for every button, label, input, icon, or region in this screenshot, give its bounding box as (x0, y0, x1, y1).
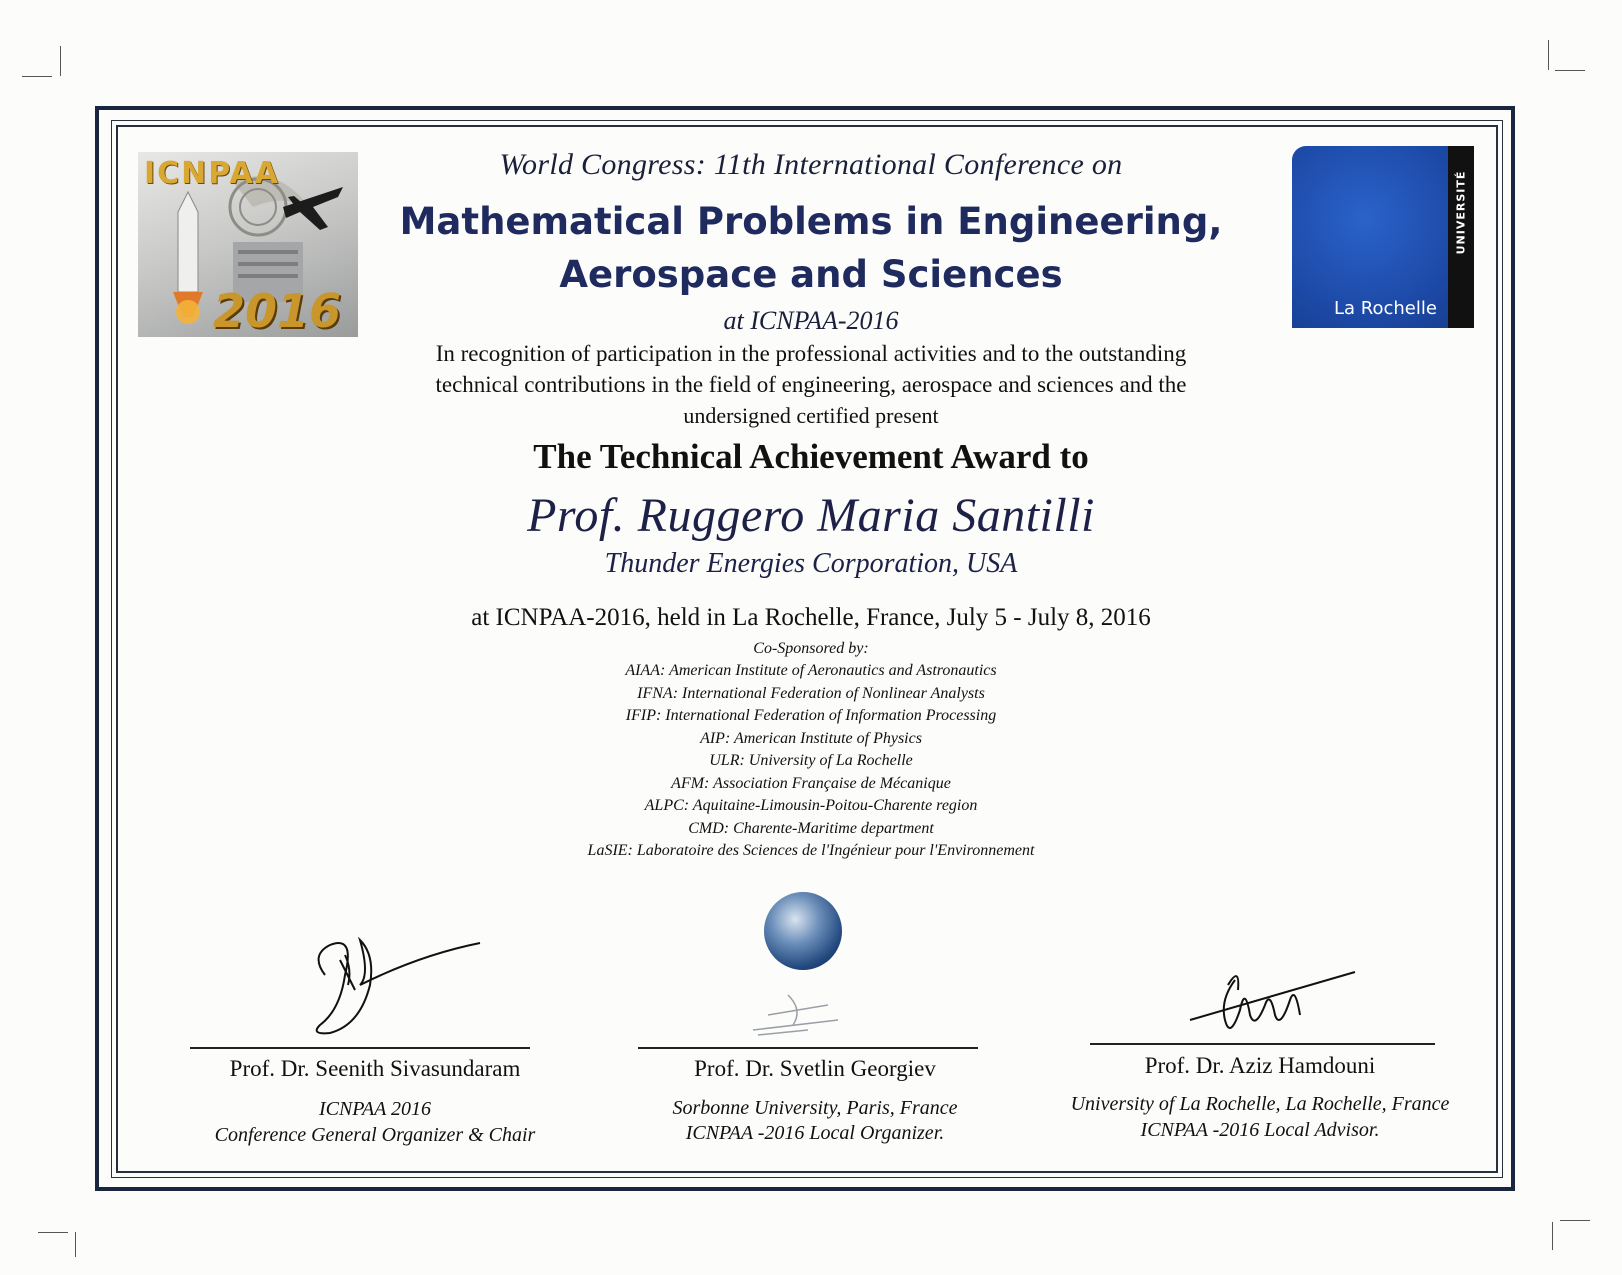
crop-mark-tl-v (60, 46, 61, 76)
signature-hamdouni (1180, 960, 1400, 1050)
cosponsor-item: AIP: American Institute of Physics (700, 730, 922, 747)
signatory-line2: ICNPAA -2016 Local Advisor. (1140, 1119, 1380, 1141)
signatory-name: Prof. Dr. Svetlin Georgiev (694, 1056, 936, 1081)
signature-sivasundaram (300, 915, 500, 1045)
signatory-line1: ICNPAA 2016 (318, 1098, 432, 1120)
signature-line-right (1090, 1043, 1435, 1045)
cosponsor-item: ULR: University of La Rochelle (709, 752, 913, 769)
conference-title-line2: Aerospace and Sciences (559, 253, 1063, 296)
logo-universite-text: UNIVERSITÉ (1454, 170, 1468, 255)
globe-icon (764, 892, 842, 970)
icnpaa-logo-text: ICNPAA (144, 156, 280, 191)
recognition-line-2: technical contributions in the field of engineering, aerospace and sciences and the (435, 372, 1187, 397)
cosponsors-heading: Co-Sponsored by: (753, 640, 869, 657)
signature-line-left (190, 1047, 530, 1049)
signature-line-center (638, 1047, 978, 1049)
event-name: at ICNPAA-2016 (723, 306, 899, 335)
crop-mark-tr-v (1548, 40, 1549, 70)
icnpaa-logo-year: 2016 (213, 284, 342, 337)
cosponsor-item: AFM: Association Française de Mécanique (671, 775, 951, 792)
signatory-name: Prof. Dr. Aziz Hamdouni (1144, 1053, 1376, 1078)
signatory-line2: ICNPAA -2016 Local Organizer. (685, 1122, 945, 1144)
cosponsor-item: CMD: Charente-Maritime department (688, 820, 934, 837)
cosponsor-item: ALPC: Aquitaine-Limousin-Poitou-Charente region (644, 797, 978, 814)
award-title: The Technical Achievement Award to (533, 437, 1089, 476)
signatory-name: Prof. Dr. Seenith Sivasundaram (229, 1056, 521, 1081)
conference-header: World Congress: 11th International Conference on (499, 148, 1123, 181)
cosponsor-item: AIAA: American Institute of Aeronautics and Astronautics (625, 662, 997, 679)
cosponsor-item: IFNA: International Federation of Nonlinear Analysts (637, 685, 985, 702)
crop-mark-bl-h (38, 1232, 68, 1233)
crop-mark-bl-v (75, 1232, 76, 1257)
crop-mark-tl-h (22, 76, 52, 77)
signatory-line1: Sorbonne University, Paris, France (672, 1097, 958, 1119)
recognition-line-1: In recognition of participation in the professional activities and to the outstanding (435, 341, 1187, 366)
crop-mark-br-v (1552, 1222, 1553, 1250)
event-location-dates: at ICNPAA-2016, held in La Rochelle, France, July 5 - July 8, 2016 (471, 604, 1151, 631)
conference-title-line1: Mathematical Problems in Engineering, (399, 200, 1223, 243)
logo-la-rochelle-text: La Rochelle (1334, 298, 1437, 319)
recognition-line-3: undersigned certified present (683, 403, 939, 428)
cosponsor-item: IFIP: International Federation of Information Processing (625, 707, 997, 724)
recipient-organization: Thunder Energies Corporation, USA (604, 548, 1018, 579)
cosponsor-item: LaSIE: Laboratoire des Sciences de l'Ingénieur pour l'Environnement (587, 842, 1035, 859)
signatory-line1: University of La Rochelle, La Rochelle, France (1070, 1093, 1450, 1115)
signatory-line2: Conference General Organizer & Chair (214, 1124, 536, 1146)
signature-georgiev (748, 975, 908, 1045)
crop-mark-tr-h (1555, 70, 1585, 71)
crop-mark-br-h (1560, 1220, 1590, 1221)
recipient-name: Prof. Ruggero Maria Santilli (527, 489, 1095, 542)
